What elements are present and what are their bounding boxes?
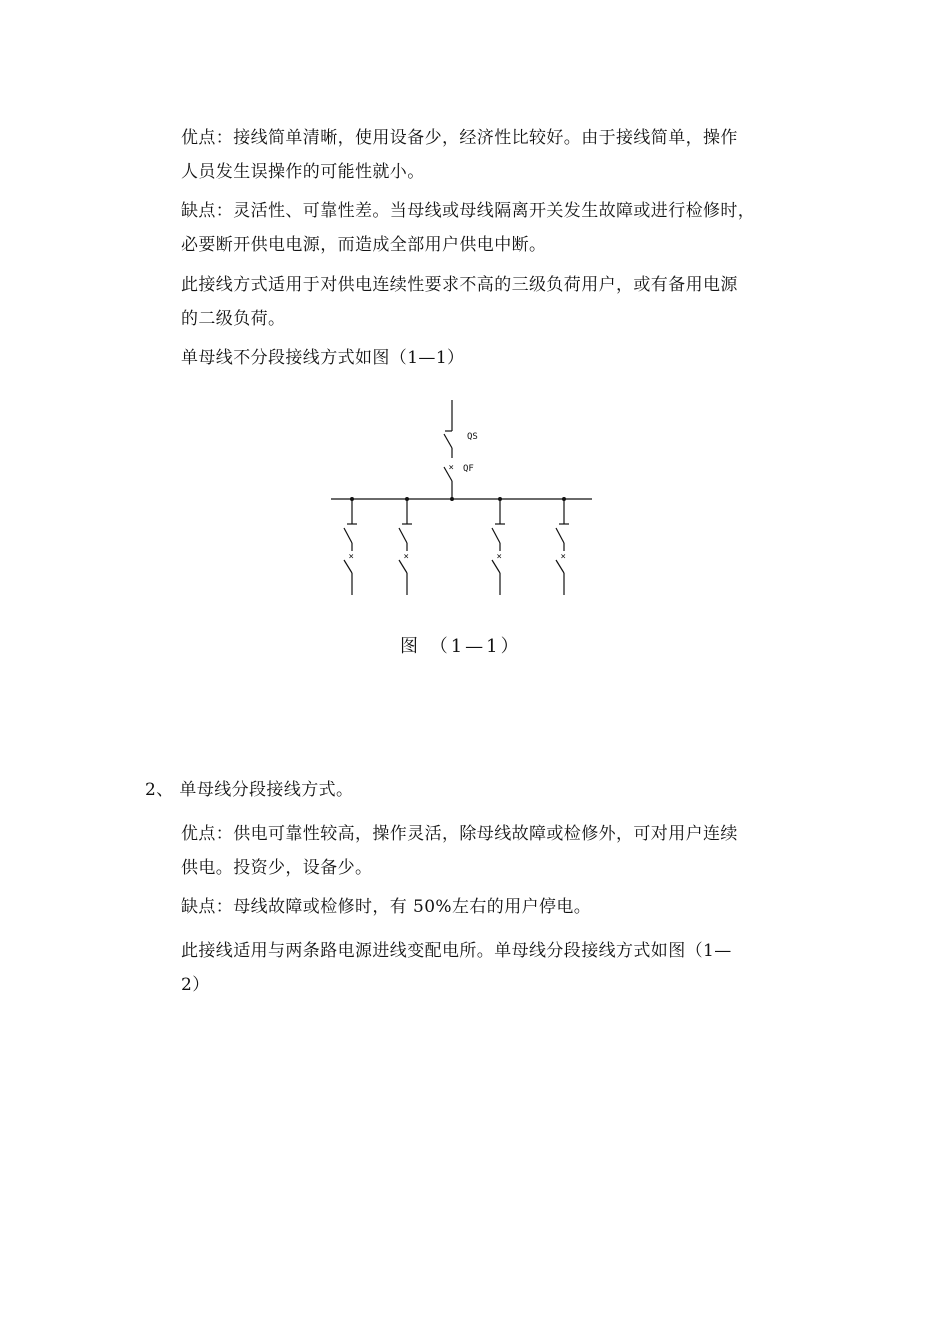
- disconnector-blade: [492, 528, 500, 543]
- qs-blade: [444, 434, 452, 448]
- cross-mark: ×: [403, 552, 409, 562]
- section-heading-sectionalized-bus: [145, 773, 805, 807]
- text-line: 必要断开供电电源，而造成全部用户供电中断。: [181, 235, 547, 255]
- text-line: 此接线适用与两条路电源进线变配电所。单母线分段接线方式如图（1—: [181, 941, 732, 961]
- text-line: 供电。投资少，设备少。: [181, 858, 373, 878]
- bus-junction: [450, 497, 454, 501]
- text-line: 人员发生误操作的可能性就小。: [181, 162, 425, 182]
- paragraph-advantages: [145, 121, 805, 189]
- paragraph-disadvantages: [145, 194, 805, 262]
- paragraph-applicability: [145, 268, 805, 336]
- label-qf: QF: [463, 464, 474, 474]
- text-line: 2、 单母线分段接线方式。: [145, 780, 354, 800]
- cross-mark: ×: [448, 463, 454, 473]
- paragraph-advantages-2: [145, 817, 805, 885]
- cross-mark: ×: [560, 552, 566, 562]
- paragraph-disadvantages-2: [145, 890, 805, 924]
- text-line: 缺点：灵活性、可靠性差。当母线或母线隔离开关发生故障或进行检修时，: [181, 201, 756, 221]
- disconnector-blade: [556, 528, 564, 543]
- paragraph-figure-reference: [145, 341, 805, 375]
- text-line: 2）: [181, 975, 210, 995]
- text-line: 缺点：母线故障或检修时，有 50%左右的用户停电。: [181, 897, 592, 917]
- text-line: 优点：供电可靠性较高，操作灵活，除母线故障或检修外，可对用户连续: [181, 824, 738, 844]
- feeder-group: [344, 497, 569, 595]
- paragraph-applicability-2: [145, 934, 805, 1002]
- cross-mark: ×: [348, 552, 354, 562]
- text-line: 的二级负荷。: [181, 309, 286, 329]
- text-line: 优点：接线简单清晰，使用设备少，经济性比较好。由于接线简单，操作: [181, 128, 738, 148]
- disconnector-blade: [344, 528, 352, 543]
- disconnector-blade: [399, 528, 407, 543]
- single-bus-wiring-diagram: [320, 395, 610, 605]
- label-qs: QS: [467, 432, 478, 442]
- figure-caption: 图 （1—1）: [400, 636, 522, 657]
- cross-mark: ×: [496, 552, 502, 562]
- text-line: 此接线方式适用于对供电连续性要求不高的三级负荷用户，或有备用电源: [181, 275, 738, 295]
- text-line: 单母线不分段接线方式如图（1—1）: [181, 348, 465, 368]
